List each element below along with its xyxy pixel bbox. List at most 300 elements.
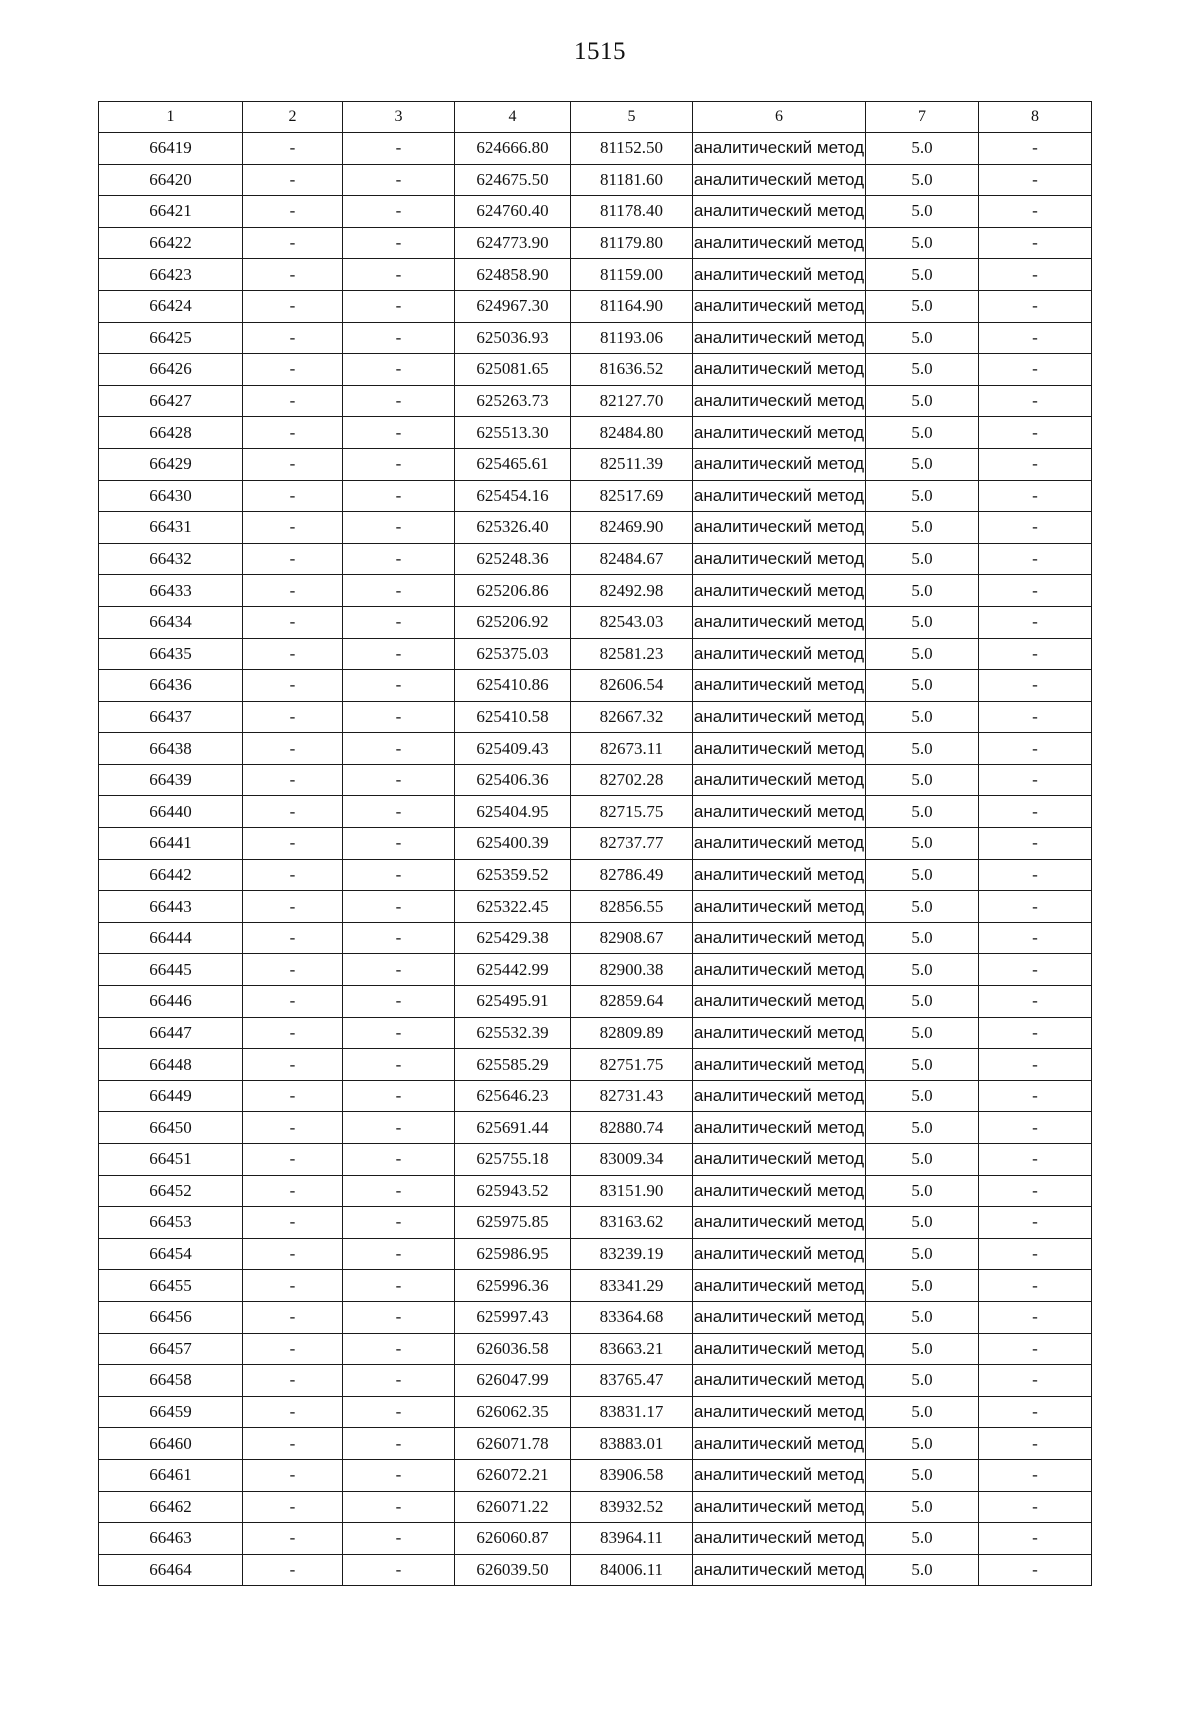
cell-accuracy: 5.0 (866, 196, 979, 228)
header-cell-5: 5 (571, 102, 693, 133)
cell-x-coordinate: 626060.87 (455, 1523, 571, 1555)
table-row (99, 196, 1092, 228)
cell-col-2: - (243, 986, 343, 1018)
cell-col-8: - (979, 638, 1092, 670)
cell-col-8: - (979, 1554, 1092, 1586)
cell-col-2: - (243, 227, 343, 259)
cell-accuracy: 5.0 (866, 891, 979, 923)
table-row (99, 606, 1092, 638)
cell-col-3: - (343, 1238, 455, 1270)
cell-method: аналитический метод (693, 1396, 866, 1428)
cell-accuracy: 5.0 (866, 954, 979, 986)
cell-accuracy: 5.0 (866, 1554, 979, 1586)
cell-col-3: - (343, 1523, 455, 1555)
cell-point-number: 66440 (99, 796, 243, 828)
cell-col-3: - (343, 733, 455, 765)
cell-col-3: - (343, 1365, 455, 1397)
cell-col-3: - (343, 764, 455, 796)
cell-accuracy: 5.0 (866, 133, 979, 165)
cell-col-8: - (979, 1301, 1092, 1333)
cell-y-coordinate: 81178.40 (571, 196, 693, 228)
cell-col-8: - (979, 354, 1092, 386)
cell-accuracy: 5.0 (866, 986, 979, 1018)
cell-accuracy: 5.0 (866, 1144, 979, 1176)
cell-x-coordinate: 626036.58 (455, 1333, 571, 1365)
table-row (99, 796, 1092, 828)
cell-col-3: - (343, 448, 455, 480)
cell-col-2: - (243, 448, 343, 480)
cell-method: аналитический метод (693, 606, 866, 638)
cell-col-2: - (243, 164, 343, 196)
cell-method: аналитический метод (693, 1270, 866, 1302)
cell-accuracy: 5.0 (866, 448, 979, 480)
cell-col-3: - (343, 512, 455, 544)
cell-col-8: - (979, 1396, 1092, 1428)
cell-col-3: - (343, 670, 455, 702)
cell-col-8: - (979, 1238, 1092, 1270)
header-cell-6: 6 (693, 102, 866, 133)
cell-accuracy: 5.0 (866, 354, 979, 386)
cell-method: аналитический метод (693, 638, 866, 670)
cell-accuracy: 5.0 (866, 1396, 979, 1428)
cell-col-8: - (979, 733, 1092, 765)
cell-y-coordinate: 82543.03 (571, 606, 693, 638)
cell-method: аналитический метод (693, 1428, 866, 1460)
cell-method: аналитический метод (693, 417, 866, 449)
cell-col-8: - (979, 1017, 1092, 1049)
cell-method: аналитический метод (693, 196, 866, 228)
cell-col-2: - (243, 1049, 343, 1081)
cell-accuracy: 5.0 (866, 733, 979, 765)
cell-accuracy: 5.0 (866, 480, 979, 512)
table-row (99, 575, 1092, 607)
cell-point-number: 66421 (99, 196, 243, 228)
cell-col-8: - (979, 954, 1092, 986)
cell-point-number: 66420 (99, 164, 243, 196)
cell-col-8: - (979, 417, 1092, 449)
cell-method: аналитический метод (693, 1238, 866, 1270)
cell-y-coordinate: 81636.52 (571, 354, 693, 386)
cell-x-coordinate: 625442.99 (455, 954, 571, 986)
cell-method: аналитический метод (693, 1523, 866, 1555)
cell-point-number: 66448 (99, 1049, 243, 1081)
cell-col-2: - (243, 290, 343, 322)
cell-y-coordinate: 83883.01 (571, 1428, 693, 1460)
cell-accuracy: 5.0 (866, 828, 979, 860)
cell-col-2: - (243, 385, 343, 417)
table-row (99, 1333, 1092, 1365)
cell-x-coordinate: 624760.40 (455, 196, 571, 228)
cell-y-coordinate: 83906.58 (571, 1459, 693, 1491)
cell-col-3: - (343, 1207, 455, 1239)
cell-col-8: - (979, 1333, 1092, 1365)
cell-x-coordinate: 625755.18 (455, 1144, 571, 1176)
table-row (99, 227, 1092, 259)
cell-y-coordinate: 82484.80 (571, 417, 693, 449)
cell-col-2: - (243, 133, 343, 165)
cell-col-2: - (243, 417, 343, 449)
cell-method: аналитический метод (693, 1080, 866, 1112)
cell-x-coordinate: 625532.39 (455, 1017, 571, 1049)
cell-accuracy: 5.0 (866, 670, 979, 702)
cell-col-3: - (343, 480, 455, 512)
cell-y-coordinate: 81159.00 (571, 259, 693, 291)
cell-col-2: - (243, 954, 343, 986)
cell-y-coordinate: 81164.90 (571, 290, 693, 322)
cell-point-number: 66434 (99, 606, 243, 638)
table-row (99, 1301, 1092, 1333)
cell-point-number: 66425 (99, 322, 243, 354)
cell-col-8: - (979, 543, 1092, 575)
cell-y-coordinate: 83663.21 (571, 1333, 693, 1365)
table-row (99, 1175, 1092, 1207)
cell-col-3: - (343, 638, 455, 670)
cell-col-2: - (243, 512, 343, 544)
cell-col-8: - (979, 133, 1092, 165)
cell-col-2: - (243, 259, 343, 291)
cell-col-3: - (343, 259, 455, 291)
table-row (99, 670, 1092, 702)
cell-col-2: - (243, 1301, 343, 1333)
cell-accuracy: 5.0 (866, 543, 979, 575)
cell-x-coordinate: 624773.90 (455, 227, 571, 259)
cell-method: аналитический метод (693, 1301, 866, 1333)
cell-accuracy: 5.0 (866, 385, 979, 417)
cell-col-2: - (243, 1017, 343, 1049)
cell-accuracy: 5.0 (866, 259, 979, 291)
cell-col-2: - (243, 1080, 343, 1112)
cell-y-coordinate: 82809.89 (571, 1017, 693, 1049)
cell-x-coordinate: 625410.86 (455, 670, 571, 702)
cell-x-coordinate: 625975.85 (455, 1207, 571, 1239)
table-row (99, 859, 1092, 891)
cell-y-coordinate: 82731.43 (571, 1080, 693, 1112)
cell-method: аналитический метод (693, 1554, 866, 1586)
cell-x-coordinate: 625495.91 (455, 986, 571, 1018)
table-row (99, 448, 1092, 480)
cell-accuracy: 5.0 (866, 575, 979, 607)
cell-method: аналитический метод (693, 891, 866, 923)
table-row (99, 1207, 1092, 1239)
cell-col-8: - (979, 1523, 1092, 1555)
cell-y-coordinate: 82786.49 (571, 859, 693, 891)
table-row (99, 891, 1092, 923)
cell-col-2: - (243, 1144, 343, 1176)
header-cell-7: 7 (866, 102, 979, 133)
cell-y-coordinate: 82581.23 (571, 638, 693, 670)
cell-col-8: - (979, 922, 1092, 954)
cell-col-8: - (979, 796, 1092, 828)
cell-col-8: - (979, 322, 1092, 354)
cell-y-coordinate: 84006.11 (571, 1554, 693, 1586)
table-row (99, 828, 1092, 860)
cell-x-coordinate: 626071.78 (455, 1428, 571, 1460)
cell-method: аналитический метод (693, 164, 866, 196)
cell-col-3: - (343, 227, 455, 259)
cell-col-3: - (343, 1112, 455, 1144)
cell-y-coordinate: 83831.17 (571, 1396, 693, 1428)
cell-col-8: - (979, 1207, 1092, 1239)
cell-method: аналитический метод (693, 670, 866, 702)
cell-col-2: - (243, 922, 343, 954)
cell-point-number: 66460 (99, 1428, 243, 1460)
table-row (99, 259, 1092, 291)
cell-y-coordinate: 82908.67 (571, 922, 693, 954)
cell-point-number: 66432 (99, 543, 243, 575)
cell-accuracy: 5.0 (866, 764, 979, 796)
cell-col-8: - (979, 1049, 1092, 1081)
cell-col-2: - (243, 1365, 343, 1397)
cell-col-8: - (979, 480, 1092, 512)
cell-point-number: 66463 (99, 1523, 243, 1555)
cell-col-3: - (343, 1175, 455, 1207)
cell-x-coordinate: 625206.92 (455, 606, 571, 638)
cell-method: аналитический метод (693, 1333, 866, 1365)
cell-accuracy: 5.0 (866, 290, 979, 322)
cell-col-2: - (243, 1459, 343, 1491)
cell-point-number: 66447 (99, 1017, 243, 1049)
cell-col-3: - (343, 543, 455, 575)
cell-col-2: - (243, 1112, 343, 1144)
cell-col-3: - (343, 385, 455, 417)
cell-point-number: 66445 (99, 954, 243, 986)
cell-y-coordinate: 82702.28 (571, 764, 693, 796)
cell-point-number: 66452 (99, 1175, 243, 1207)
cell-col-8: - (979, 259, 1092, 291)
cell-col-3: - (343, 133, 455, 165)
cell-method: аналитический метод (693, 480, 866, 512)
cell-point-number: 66437 (99, 701, 243, 733)
cell-point-number: 66456 (99, 1301, 243, 1333)
cell-point-number: 66464 (99, 1554, 243, 1586)
cell-point-number: 66431 (99, 512, 243, 544)
cell-accuracy: 5.0 (866, 1112, 979, 1144)
cell-y-coordinate: 83239.19 (571, 1238, 693, 1270)
cell-accuracy: 5.0 (866, 922, 979, 954)
cell-col-3: - (343, 922, 455, 954)
cell-accuracy: 5.0 (866, 1365, 979, 1397)
table-row (99, 164, 1092, 196)
table-row (99, 543, 1092, 575)
cell-y-coordinate: 82880.74 (571, 1112, 693, 1144)
header-cell-4: 4 (455, 102, 571, 133)
cell-point-number: 66462 (99, 1491, 243, 1523)
table-row (99, 290, 1092, 322)
cell-x-coordinate: 625081.65 (455, 354, 571, 386)
cell-accuracy: 5.0 (866, 701, 979, 733)
cell-y-coordinate: 83932.52 (571, 1491, 693, 1523)
cell-y-coordinate: 82859.64 (571, 986, 693, 1018)
cell-x-coordinate: 625409.43 (455, 733, 571, 765)
header-cell-2: 2 (243, 102, 343, 133)
cell-accuracy: 5.0 (866, 227, 979, 259)
cell-col-2: - (243, 543, 343, 575)
table-row (99, 1049, 1092, 1081)
cell-accuracy: 5.0 (866, 1459, 979, 1491)
header-row (99, 102, 1092, 133)
cell-col-8: - (979, 512, 1092, 544)
cell-y-coordinate: 81193.06 (571, 322, 693, 354)
cell-col-8: - (979, 164, 1092, 196)
cell-accuracy: 5.0 (866, 1301, 979, 1333)
cell-col-3: - (343, 354, 455, 386)
cell-point-number: 66433 (99, 575, 243, 607)
cell-accuracy: 5.0 (866, 322, 979, 354)
cell-point-number: 66438 (99, 733, 243, 765)
cell-col-2: - (243, 701, 343, 733)
table-row (99, 1459, 1092, 1491)
table-row (99, 954, 1092, 986)
table-row (99, 417, 1092, 449)
cell-col-3: - (343, 575, 455, 607)
cell-col-2: - (243, 891, 343, 923)
cell-col-3: - (343, 986, 455, 1018)
cell-method: аналитический метод (693, 954, 866, 986)
table-row (99, 1270, 1092, 1302)
cell-y-coordinate: 83364.68 (571, 1301, 693, 1333)
cell-col-2: - (243, 796, 343, 828)
header-cell-1: 1 (99, 102, 243, 133)
cell-method: аналитический метод (693, 1144, 866, 1176)
cell-y-coordinate: 83009.34 (571, 1144, 693, 1176)
table-row (99, 1144, 1092, 1176)
table-row (99, 1112, 1092, 1144)
cell-point-number: 66428 (99, 417, 243, 449)
cell-method: аналитический метод (693, 796, 866, 828)
cell-method: аналитический метод (693, 448, 866, 480)
cell-col-2: - (243, 1523, 343, 1555)
cell-col-3: - (343, 954, 455, 986)
cell-col-2: - (243, 354, 343, 386)
cell-point-number: 66449 (99, 1080, 243, 1112)
cell-x-coordinate: 624858.90 (455, 259, 571, 291)
table-row (99, 1523, 1092, 1555)
cell-col-2: - (243, 606, 343, 638)
table-row (99, 133, 1092, 165)
cell-x-coordinate: 625429.38 (455, 922, 571, 954)
cell-x-coordinate: 625322.45 (455, 891, 571, 923)
cell-method: аналитический метод (693, 290, 866, 322)
cell-col-3: - (343, 828, 455, 860)
cell-accuracy: 5.0 (866, 1017, 979, 1049)
cell-col-8: - (979, 1144, 1092, 1176)
cell-method: аналитический метод (693, 354, 866, 386)
cell-point-number: 66454 (99, 1238, 243, 1270)
cell-x-coordinate: 625375.03 (455, 638, 571, 670)
cell-col-3: - (343, 1396, 455, 1428)
table-row (99, 922, 1092, 954)
cell-point-number: 66429 (99, 448, 243, 480)
cell-method: аналитический метод (693, 1112, 866, 1144)
cell-y-coordinate: 82127.70 (571, 385, 693, 417)
header-cell-8: 8 (979, 102, 1092, 133)
cell-accuracy: 5.0 (866, 638, 979, 670)
cell-col-2: - (243, 638, 343, 670)
cell-y-coordinate: 82715.75 (571, 796, 693, 828)
table-row (99, 322, 1092, 354)
cell-y-coordinate: 82469.90 (571, 512, 693, 544)
cell-col-3: - (343, 1428, 455, 1460)
cell-x-coordinate: 624675.50 (455, 164, 571, 196)
cell-y-coordinate: 83341.29 (571, 1270, 693, 1302)
cell-accuracy: 5.0 (866, 1175, 979, 1207)
table-row (99, 354, 1092, 386)
table-row (99, 638, 1092, 670)
cell-point-number: 66427 (99, 385, 243, 417)
table-body (99, 133, 1092, 1586)
cell-col-3: - (343, 196, 455, 228)
cell-y-coordinate: 82900.38 (571, 954, 693, 986)
cell-col-2: - (243, 1207, 343, 1239)
cell-x-coordinate: 625996.36 (455, 1270, 571, 1302)
cell-col-3: - (343, 1017, 455, 1049)
cell-col-2: - (243, 1491, 343, 1523)
cell-method: аналитический метод (693, 385, 866, 417)
cell-point-number: 66442 (99, 859, 243, 891)
cell-method: аналитический метод (693, 575, 866, 607)
cell-x-coordinate: 625263.73 (455, 385, 571, 417)
cell-col-2: - (243, 859, 343, 891)
cell-col-3: - (343, 290, 455, 322)
cell-col-3: - (343, 1080, 455, 1112)
cell-point-number: 66439 (99, 764, 243, 796)
cell-col-3: - (343, 1270, 455, 1302)
cell-col-2: - (243, 1428, 343, 1460)
cell-accuracy: 5.0 (866, 1049, 979, 1081)
cell-col-8: - (979, 859, 1092, 891)
coordinates-table (98, 101, 1092, 1586)
cell-y-coordinate: 82511.39 (571, 448, 693, 480)
cell-method: аналитический метод (693, 859, 866, 891)
cell-col-2: - (243, 196, 343, 228)
cell-col-3: - (343, 1144, 455, 1176)
cell-col-3: - (343, 891, 455, 923)
cell-method: аналитический метод (693, 1175, 866, 1207)
cell-y-coordinate: 83765.47 (571, 1365, 693, 1397)
cell-col-3: - (343, 701, 455, 733)
cell-y-coordinate: 81179.80 (571, 227, 693, 259)
cell-accuracy: 5.0 (866, 1491, 979, 1523)
cell-col-8: - (979, 891, 1092, 923)
cell-accuracy: 5.0 (866, 512, 979, 544)
table-row (99, 385, 1092, 417)
table-row (99, 1491, 1092, 1523)
cell-col-8: - (979, 575, 1092, 607)
cell-point-number: 66451 (99, 1144, 243, 1176)
cell-accuracy: 5.0 (866, 1270, 979, 1302)
cell-point-number: 66424 (99, 290, 243, 322)
cell-method: аналитический метод (693, 1049, 866, 1081)
cell-col-2: - (243, 575, 343, 607)
cell-x-coordinate: 625986.95 (455, 1238, 571, 1270)
cell-col-8: - (979, 1428, 1092, 1460)
cell-point-number: 66422 (99, 227, 243, 259)
table-row (99, 1428, 1092, 1460)
cell-col-8: - (979, 1459, 1092, 1491)
table-row (99, 986, 1092, 1018)
cell-x-coordinate: 625404.95 (455, 796, 571, 828)
cell-y-coordinate: 82856.55 (571, 891, 693, 923)
table-row (99, 701, 1092, 733)
table-row (99, 1017, 1092, 1049)
cell-col-8: - (979, 1491, 1092, 1523)
cell-method: аналитический метод (693, 733, 866, 765)
cell-y-coordinate: 83151.90 (571, 1175, 693, 1207)
cell-x-coordinate: 626072.21 (455, 1459, 571, 1491)
cell-method: аналитический метод (693, 1365, 866, 1397)
cell-method: аналитический метод (693, 1491, 866, 1523)
cell-x-coordinate: 624967.30 (455, 290, 571, 322)
